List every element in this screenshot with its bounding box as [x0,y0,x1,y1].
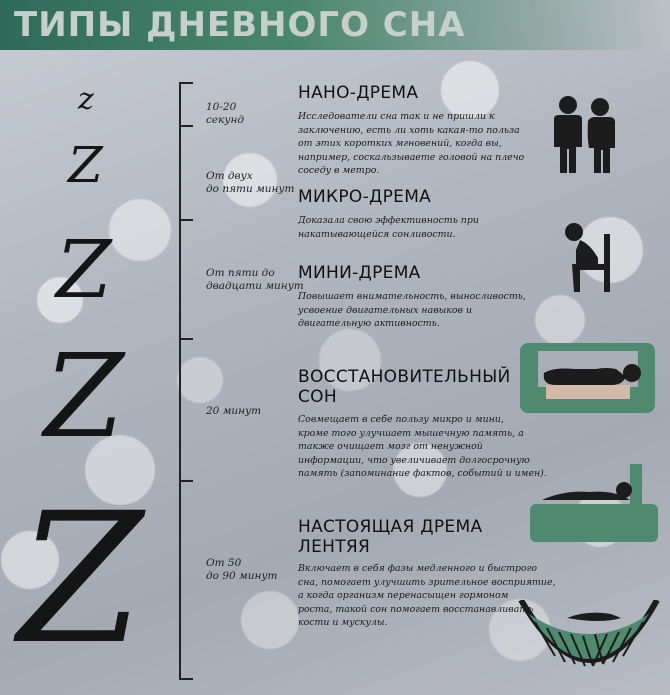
person-sitting-icon [562,220,622,292]
heading-micro: МИКРО-ДРЕМА [298,187,432,207]
description-micro: Доказала свою эффективность при накатывающейся сонливости. [298,215,479,240]
z-letter-2: Z [68,136,103,194]
time-label-lazy: От 50 до 90 минут [206,557,278,582]
hammock-icon [515,600,663,692]
time-label-micro: От двух до пяти минут [206,170,295,195]
z-letter-4: Z [44,330,124,464]
two-people-icon [548,95,630,175]
description-mini: Повышает внимательность, выносливость, усвоение двигательных навыков и двигательную активность. [298,291,526,330]
timeline-tick [179,338,193,340]
timeline-tick [179,480,193,482]
page-title: ТИПЫ ДНЕВНОГО СНА [14,5,466,45]
z-letter-5: Z [18,475,144,684]
time-label-restorative: 20 минут [206,405,262,417]
header-banner [0,0,670,50]
z-letter-3: Z [56,223,112,316]
person-in-bed-icon [530,462,660,542]
timeline-line [179,82,181,680]
description-nano: Исследователи сна так и не пришли к заключению, есть ли хоть какая-то польза от этих коротких мгновений, когда вы, например, соскальзываете головой на плечо соседу в метро. [298,111,525,177]
z-letters-column [0,50,180,695]
timeline-tick [179,82,193,84]
description-restorative: Совмещает в себе пользу микро и мини, кроме того улучшает мышечную память, а также очищает мозг от ненужной информации, что увеличивает долгосрочную память (запоминание фактов, событий и имен). [298,414,547,480]
timeline-tick [179,125,193,127]
heading-lazy: НАСТОЯЩАЯ ДРЕМА ЛЕНТЯЯ [298,517,483,557]
time-label-nano: 10-20 секунд [206,101,245,126]
z-letter-1: z [78,82,94,117]
description-lazy: Включает в себя фазы медленного и быстрого сна, помогает улучшить зрительное восприятие, а когда организм перенасыщен гормоном роста, такой сон помогает восстанавливать кости и мускулы. [298,563,556,629]
timeline-tick [179,219,193,221]
heading-mini: МИНИ-ДРЕМА [298,263,421,283]
person-on-sofa-icon [520,343,655,413]
timeline-tick [179,678,193,680]
heading-restorative: ВОССТАНОВИТЕЛЬНЫЙ СОН [298,367,511,407]
time-label-mini: От пяти до двадцати минут [206,267,304,292]
heading-nano: НАНО-ДРЕМА [298,83,419,103]
